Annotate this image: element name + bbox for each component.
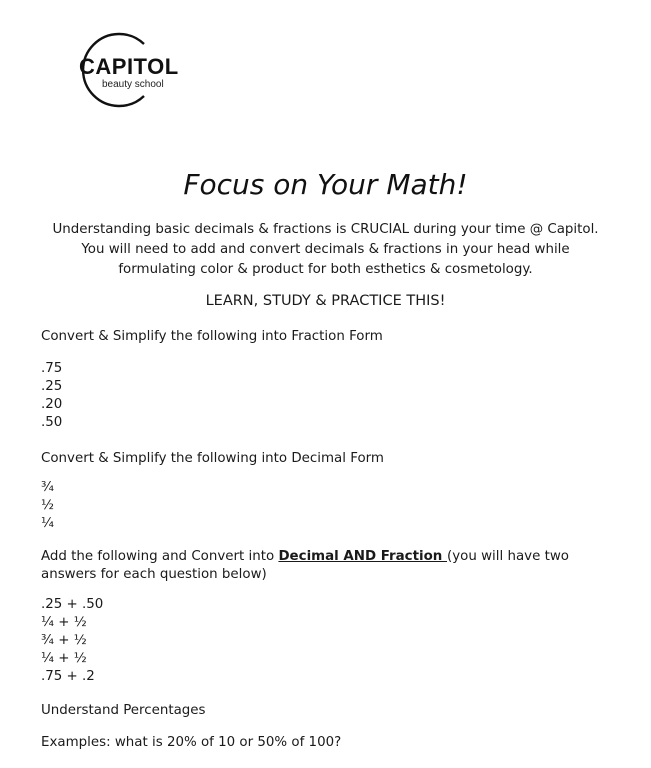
intro-line: formulating color & product for both esthetics & cosmetology. — [118, 262, 533, 277]
intro-line: Understanding basic decimals & fractions is CRUCIAL during your time @ Capitol. — [52, 222, 599, 237]
intro-paragraph — [20, 220, 631, 280]
section-heading: Convert & Simplify the following into Fraction Form — [41, 329, 383, 344]
logo-subtitle: beauty school — [102, 79, 164, 90]
section-decimal-form — [41, 450, 384, 468]
list-item: ¾ — [41, 480, 54, 495]
heading-emphasis: Decimal AND Fraction — [278, 549, 448, 564]
list-item: .50 — [41, 415, 63, 430]
example-text: Examples: what is 20% of 10 or 50% of 100? — [41, 735, 342, 750]
page-title: Focus on Your Math! — [183, 168, 468, 201]
list-item: .25 + .50 — [41, 597, 104, 612]
section-heading-line2: answers for each question below) — [41, 567, 267, 582]
emphasis-line: LEARN, STUDY & PRACTICE THIS! — [205, 293, 446, 309]
school-logo — [66, 30, 179, 110]
add-convert-list — [41, 596, 103, 686]
list-item: .20 — [41, 397, 63, 412]
intro-line: You will need to add and convert decimals & fractions in your head while — [81, 242, 570, 257]
list-item: ½ — [41, 498, 54, 513]
list-item: .75 — [41, 361, 63, 376]
section-fraction-form — [41, 328, 383, 346]
section-heading — [41, 548, 569, 566]
list-item: ¾ + ½ — [41, 633, 87, 648]
list-item: ¼ + ½ — [41, 615, 87, 630]
percentages-example — [41, 734, 341, 752]
list-item: .25 — [41, 379, 63, 394]
section-heading: Convert & Simplify the following into Decimal Form — [41, 451, 384, 466]
heading-text: Add the following and Convert into — [41, 549, 279, 564]
list-item: ¼ — [41, 516, 54, 531]
section-percentages — [41, 702, 206, 720]
list-item: .75 + .2 — [41, 669, 95, 684]
list-item: ¼ + ½ — [41, 651, 87, 666]
fraction-form-list — [41, 360, 62, 432]
section-heading: Understand Percentages — [41, 703, 206, 718]
decimal-form-list — [41, 479, 54, 533]
heading-text: (you will have two — [447, 549, 569, 564]
section-add-convert — [41, 548, 569, 584]
logo-brand-text: CAPITOL — [79, 54, 179, 79]
